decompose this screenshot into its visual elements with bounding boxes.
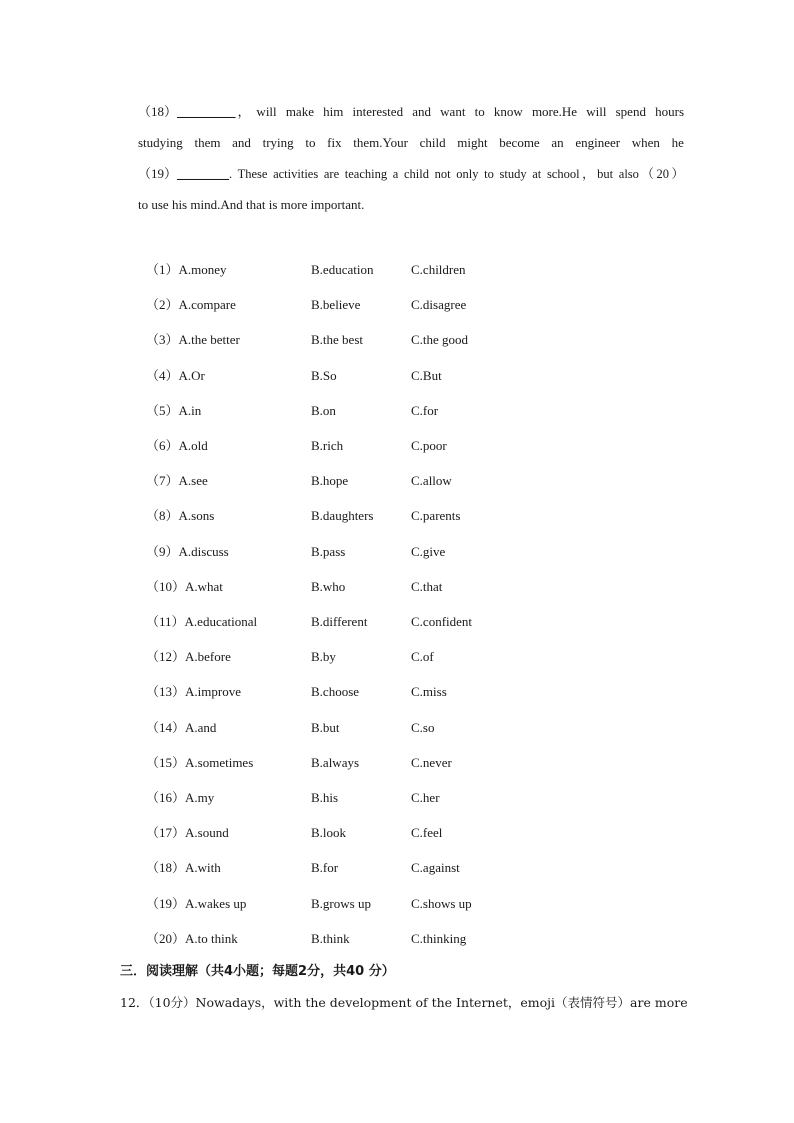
option-b: B.choose xyxy=(311,684,360,700)
option-a-text: A.old xyxy=(178,438,208,453)
option-a-text: A.with xyxy=(185,860,221,876)
option-c: C.give xyxy=(411,543,446,559)
passage-text-1: ，will make him interested and want to know more.He will spend hours xyxy=(237,104,684,119)
passage-word: become xyxy=(499,135,540,150)
option-a-text: A.improve xyxy=(185,684,241,700)
option-a-text: A.sons xyxy=(178,508,215,524)
option-b: B.think xyxy=(311,930,350,946)
option-c: C.shows up xyxy=(411,895,472,911)
option-number: （16） xyxy=(146,790,186,805)
option-c: C.allow xyxy=(411,473,452,489)
option-a-text: A.before xyxy=(185,649,231,665)
passage-word: studying xyxy=(138,135,183,150)
option-b: B.who xyxy=(311,578,346,594)
passage-word: and xyxy=(232,135,251,150)
option-number: （14） xyxy=(146,719,186,735)
option-a-text: A.sometimes xyxy=(185,754,254,770)
option-number: （11） xyxy=(146,614,185,629)
passage-word: them.Your xyxy=(353,135,408,150)
option-number: （4） xyxy=(146,367,179,383)
option-number: （7） xyxy=(146,473,179,489)
passage-word: trying xyxy=(262,135,294,150)
option-c: C.so xyxy=(411,719,435,735)
option-a xyxy=(146,472,208,490)
option-number: （19） xyxy=(146,895,186,911)
passage-word: when xyxy=(631,135,660,150)
option-number: （5） xyxy=(146,402,179,418)
passage-line-1 xyxy=(138,103,684,121)
option-a-text: A.the better xyxy=(178,332,240,348)
option-a xyxy=(146,402,201,420)
passage-word: to xyxy=(305,135,316,150)
option-number: （10） xyxy=(146,578,186,594)
option-b: B.different xyxy=(311,614,368,629)
option-number: （1） xyxy=(146,262,179,277)
option-number: （13） xyxy=(146,684,186,700)
option-number: （15） xyxy=(146,754,186,770)
option-a xyxy=(146,648,231,666)
passage-text-3: . These activities are teaching a child not only to study at school，but also（20） xyxy=(229,167,684,181)
option-number: （12） xyxy=(146,649,186,665)
option-a xyxy=(146,578,223,596)
option-a-text: A.educational xyxy=(184,614,258,629)
blank-19: ________ xyxy=(177,166,230,181)
option-a-text: A.my xyxy=(185,790,215,805)
option-c: C.against xyxy=(411,860,460,876)
option-b: B.but xyxy=(311,719,340,735)
option-a xyxy=(146,683,241,701)
option-c: C.disagree xyxy=(411,297,467,313)
option-c: C.feel xyxy=(411,825,443,841)
option-c: C.But xyxy=(411,367,442,383)
blank-number-18: （18） xyxy=(138,104,178,119)
passage-line-4: to use his mind.And that is more important. xyxy=(138,197,365,212)
passage-word: child xyxy=(419,135,446,150)
passage-line-2 xyxy=(138,134,684,152)
option-b: B.education xyxy=(311,262,374,277)
option-a-text: A.to think xyxy=(185,930,238,946)
option-c: C.thinking xyxy=(411,930,467,946)
option-number: （6） xyxy=(146,438,179,453)
section-heading: 三．阅读理解（共4小题；每题2分，共40 分） xyxy=(120,964,395,979)
passage-word: an xyxy=(551,135,564,150)
option-c: C.never xyxy=(411,754,452,770)
option-a xyxy=(146,543,229,561)
option-c: C.miss xyxy=(411,684,447,700)
passage-word: might xyxy=(457,135,488,150)
option-a xyxy=(146,296,236,314)
option-number: （2） xyxy=(146,297,179,313)
option-number: （3） xyxy=(146,332,179,348)
option-b: B.believe xyxy=(311,297,361,313)
option-b: B.So xyxy=(311,367,337,383)
option-b: B.the best xyxy=(311,332,363,348)
option-b: B.grows up xyxy=(311,895,371,911)
option-b: B.his xyxy=(311,790,339,805)
option-a-text: A.and xyxy=(185,719,217,735)
option-a-text: A.compare xyxy=(178,297,236,313)
option-number: （17） xyxy=(146,825,186,841)
option-a-text: A.in xyxy=(178,402,202,418)
passage-word: he xyxy=(671,135,684,150)
blank-number-19: （19） xyxy=(138,166,178,181)
option-number: （18） xyxy=(146,860,186,876)
option-b: B.look xyxy=(311,825,347,841)
option-b: B.for xyxy=(311,860,339,876)
option-c: C.children xyxy=(411,262,466,277)
option-c: C.poor xyxy=(411,438,447,453)
option-c: C.for xyxy=(411,402,439,418)
passage-line-3 xyxy=(138,165,684,183)
option-a xyxy=(146,261,227,279)
option-a-text: A.sound xyxy=(185,825,229,841)
option-number: （9） xyxy=(146,543,179,559)
passage-word: them xyxy=(194,135,221,150)
option-a xyxy=(146,824,229,842)
option-a-text: A.money xyxy=(178,262,227,277)
passage-word: engineer xyxy=(575,135,621,150)
option-number: （20） xyxy=(146,930,186,946)
option-a xyxy=(146,754,253,772)
option-a xyxy=(146,930,238,948)
option-c: C.confident xyxy=(411,614,473,629)
option-c: C.parents xyxy=(411,508,461,524)
passage-word: fix xyxy=(327,135,342,150)
option-a xyxy=(146,507,214,525)
option-a-text: A.wakes up xyxy=(185,895,247,911)
option-number: （8） xyxy=(146,508,179,524)
option-c: C.that xyxy=(411,578,443,594)
option-c: C.the good xyxy=(411,332,469,348)
option-a-text: A.see xyxy=(178,473,208,489)
option-b: B.pass xyxy=(311,543,346,559)
option-a xyxy=(146,367,205,385)
question-12: 12．（10分）Nowadays，with the development of the Internet，emoji（表情符号）are more xyxy=(120,995,688,1010)
option-a xyxy=(146,789,214,807)
option-a xyxy=(146,331,240,349)
option-b: B.always xyxy=(311,754,360,770)
option-a xyxy=(146,895,246,913)
option-a xyxy=(146,859,221,877)
option-a xyxy=(146,719,216,737)
option-a xyxy=(146,613,257,631)
option-b: B.hope xyxy=(311,473,349,489)
option-b: B.by xyxy=(311,649,336,665)
option-c: C.her xyxy=(411,790,440,805)
option-b: B.rich xyxy=(311,438,344,453)
option-c: C.of xyxy=(411,649,434,665)
option-a xyxy=(146,437,208,455)
blank-18: _________ xyxy=(177,104,236,119)
option-a-text: A.what xyxy=(185,578,223,594)
option-a-text: A.Or xyxy=(178,367,205,383)
option-a-text: A.discuss xyxy=(178,543,229,559)
option-b: B.daughters xyxy=(311,508,374,524)
option-b: B.on xyxy=(311,402,336,418)
